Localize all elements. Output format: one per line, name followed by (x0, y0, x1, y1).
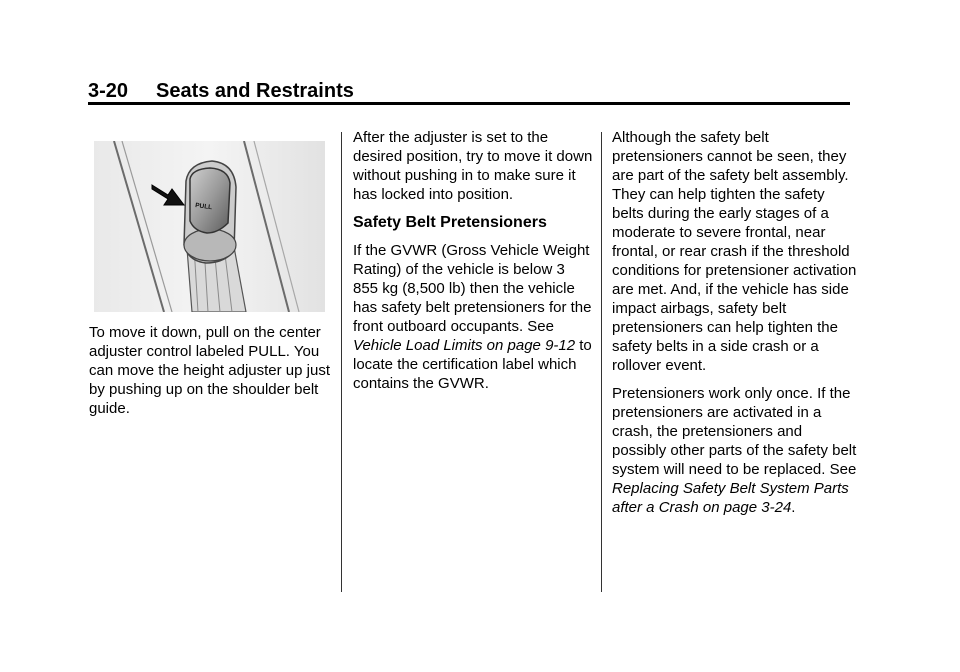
paragraph (612, 384, 857, 517)
page-number: 3-20 (88, 80, 129, 102)
paragraph-text: Pretensioners work only once. If the pretensioners are activated in a crash, the pretensioners and possibly other parts of the safety belt system will need to be replaced. See (612, 385, 857, 478)
cross-reference-link[interactable]: Vehicle Load Limits on page 9-12 (353, 337, 576, 354)
pull-button-label: PULL (194, 202, 213, 212)
cross-reference-link[interactable]: Replacing Safety Belt System Parts after a Crash on page 3-24 (612, 480, 849, 516)
paragraph: To move it down, pull on the center adjuster control labeled PULL. You can move the height adjuster up just by pushing up on the shoulder belt guide. (89, 324, 330, 417)
paragraph-text: to locate the certification label which contains the GVWR. (353, 337, 592, 392)
paragraph-text: . (791, 499, 796, 516)
height-adjuster-illustration (94, 141, 325, 312)
section-title: Seats and Restraints (156, 80, 354, 102)
header-rule (88, 102, 850, 105)
height-adjuster-drawing (94, 141, 325, 312)
column-divider-2 (601, 132, 602, 592)
section-heading: Safety Belt Pretensioners (353, 214, 547, 231)
page-header (88, 80, 354, 103)
paragraph: After the adjuster is set to the desired position, try to move it down without pushing in to make sure it has locked into position. (353, 129, 593, 203)
paragraph-text: If the GVWR (Gross Vehicle Weight Rating) of the vehicle is below 3 855 kg (8,500 lb) then the vehicle has safety belt pretensioners for the front outboard occupants. See (353, 242, 592, 335)
paragraph: Although the safety belt pretensioners cannot be seen, they are part of the safety belt assembly. They can help tighten the safety belts during the early stages of a moderate to severe frontal, near frontal, or rear crash if the threshold conditions for pretensioner activation are met. And, if the vehicle has side impact airbags, safety belt pretensioners can help tighten the safety belts in a side crash or a rollover event. (612, 129, 857, 374)
column-divider-1 (341, 132, 342, 592)
paragraph (353, 241, 593, 393)
column-2 (353, 128, 593, 402)
column-1 (89, 323, 334, 427)
column-3 (612, 128, 857, 526)
